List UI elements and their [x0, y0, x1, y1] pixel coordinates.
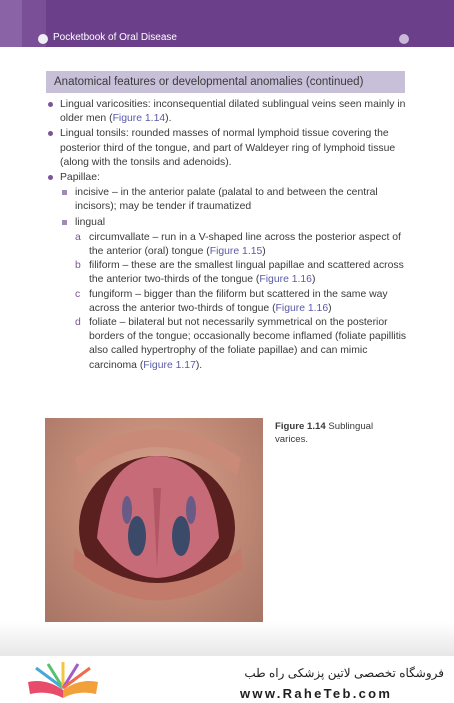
- sub-item-incisive: [46, 186, 408, 214]
- store-name: فروشگاه تخصصی لاتین پزشکی راه طب: [244, 666, 444, 680]
- item-text-end: ): [311, 274, 316, 286]
- lingual-item-filiform: [46, 259, 408, 287]
- item-text-end: ).: [165, 113, 172, 125]
- item-marker: b: [75, 260, 81, 272]
- book-logo-icon: [26, 660, 100, 698]
- figure-label: Figure 1.14: [275, 421, 326, 432]
- item-text-end: ): [328, 302, 332, 314]
- item-marker: a: [75, 231, 81, 243]
- page-dot-icon: [399, 34, 409, 44]
- item-text: Lingual tonsils: rounded masses of normal lymphoid tissue covering the posterior third of the tongue, and part of Waldeyer ring of lymphoid tissue (along with the tonsils and adenoids).: [60, 128, 396, 168]
- sub-item-text: incisive – in the anterior palate (palatal to and between the central incisors); may be tender if traumatized: [75, 187, 378, 213]
- item-marker: d: [75, 317, 81, 329]
- item-text-end: ).: [195, 359, 203, 371]
- right-vein: [186, 496, 196, 524]
- list-item-papillae: [46, 171, 408, 185]
- lingual-item-fungiform: [46, 288, 408, 316]
- figure-link[interactable]: Figure 1.16: [259, 274, 312, 286]
- item-text: fungiform – bigger than the filiform but scattered in the same way across the anterior two-thirds of tongue (: [89, 288, 388, 314]
- section-heading: Anatomical features or developmental anomalies (continued): [46, 71, 405, 93]
- clinical-photo-sublingual-varices: [45, 418, 263, 622]
- sub-item-lingual: [46, 216, 408, 230]
- page-body: [46, 98, 408, 373]
- item-marker: c: [75, 288, 81, 300]
- item-text: filiform – these are the smallest lingual papillae and scattered across the anterior two-thirds of the tongue (: [89, 260, 404, 286]
- footer-shade: [0, 622, 454, 656]
- left-vein: [122, 496, 132, 524]
- figure-link[interactable]: Figure 1.17: [143, 359, 196, 371]
- figure-caption: [275, 420, 395, 446]
- list-item-lingual-tonsils: [46, 127, 408, 170]
- right-varix: [172, 516, 190, 556]
- running-header-title: Pocketbook of Oral Disease: [53, 32, 177, 43]
- header-dot-icon: [38, 34, 48, 44]
- item-text: Lingual varicosities: inconsequential dilated sublingual veins seen mainly in older men (: [60, 99, 406, 125]
- caption-text: Sublingual varices.: [275, 421, 374, 445]
- item-text: circumvallate – run in a V-shaped line across the posterior aspect of the anterior (oral) tongue (: [89, 231, 401, 258]
- store-url[interactable]: www.RaheTeb.com: [240, 686, 393, 701]
- sub-item-text: lingual: [75, 216, 106, 228]
- header-edge-strip: [0, 0, 22, 47]
- item-text: Papillae:: [60, 172, 100, 184]
- figure-link[interactable]: Figure 1.14: [112, 113, 166, 125]
- figure-link[interactable]: Figure 1.15: [209, 246, 263, 258]
- item-text-end: ): [262, 246, 266, 258]
- left-varix: [128, 516, 146, 556]
- lingual-item-circumvallate: [46, 231, 408, 259]
- item-text: foliate – bilateral but not necessarily symmetrical on the posterior borders of the tongue; occasionally become inflamed (foliate papillitis also called hypertrophy of the foliate papillae) and can mimic carcinoma (: [89, 317, 407, 371]
- list-item-lingual-varicosities: [46, 98, 408, 126]
- figure-link[interactable]: Figure 1.16: [275, 302, 329, 314]
- lingual-item-foliate: [46, 316, 408, 373]
